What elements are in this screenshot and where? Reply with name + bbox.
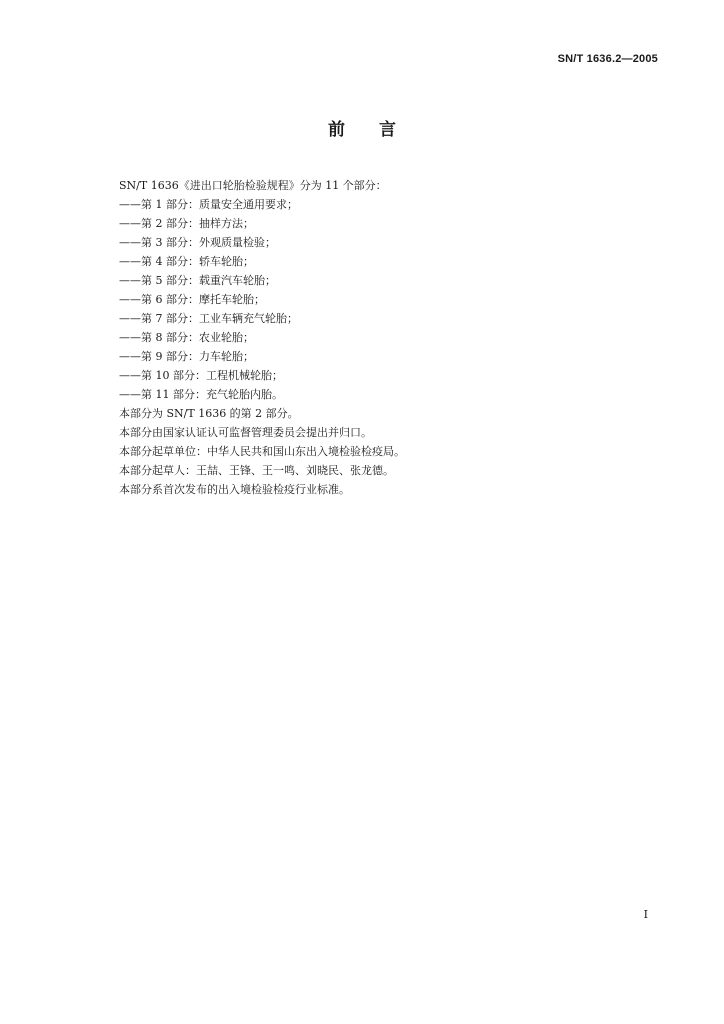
list-item: ——第 3 部分：外观质量检验；	[119, 236, 276, 249]
foreword-body	[119, 176, 659, 499]
list-item: ——第 7 部分：工业车辆充气轮胎；	[119, 312, 298, 325]
list-item: ——第 6 部分：摩托车轮胎；	[119, 293, 265, 306]
list-item: ——第 10 部分：工程机械轮胎；	[119, 369, 283, 382]
statement-line: 本部分由国家认证认可监督管理委员会提出并归口。	[119, 426, 372, 439]
page-number: I	[643, 908, 648, 921]
intro-line: SN/T 1636《进出口轮胎检验规程》分为 11 个部分：	[119, 179, 387, 192]
list-item: ——第 5 部分：载重汽车轮胎；	[119, 274, 276, 287]
statement-line: 本部分起草人：王喆、王锋、王一鸣、刘晓民、张龙德。	[119, 464, 394, 477]
list-item: ——第 9 部分：力车轮胎；	[119, 350, 254, 363]
statement-line: 本部分为 SN/T 1636 的第 2 部分。	[119, 407, 299, 420]
list-item: ——第 8 部分：农业轮胎；	[119, 331, 254, 344]
statement-line: 本部分系首次发布的出入境检验检疫行业标准。	[119, 483, 350, 496]
list-item: ——第 4 部分：轿车轮胎；	[119, 255, 254, 268]
statement-line: 本部分起草单位：中华人民共和国山东出入境检验检疫局。	[119, 445, 405, 458]
page-title: 前言	[328, 120, 430, 140]
list-item: ——第 2 部分：抽样方法；	[119, 217, 254, 230]
list-item: ——第 1 部分：质量安全通用要求；	[119, 198, 298, 211]
standard-number: SN/T 1636.2—2005	[557, 53, 658, 65]
list-item: ——第 11 部分：充气轮胎内胎。	[119, 388, 283, 401]
